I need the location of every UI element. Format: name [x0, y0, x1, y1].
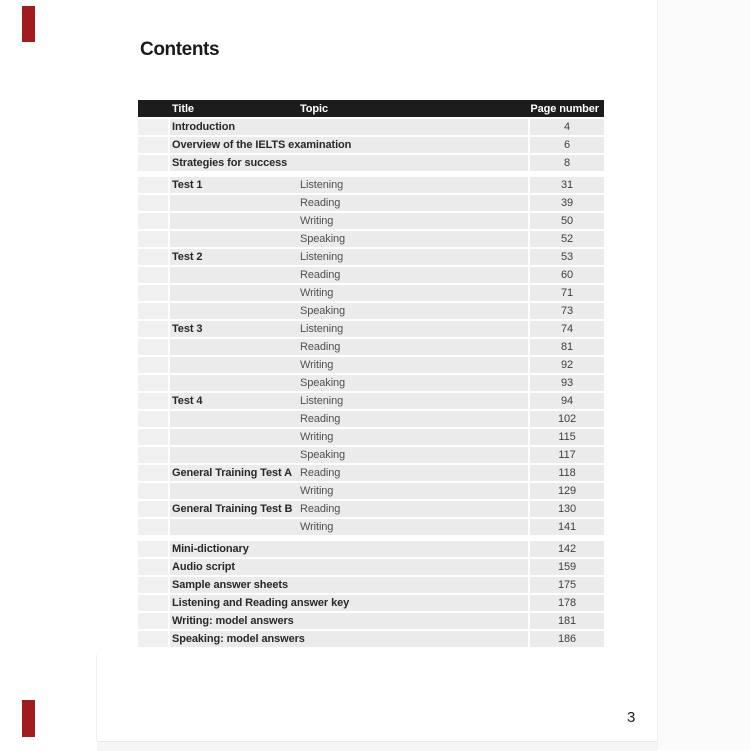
table-row [138, 155, 604, 171]
row-main-cell [170, 177, 528, 193]
row-topic: Reading [300, 503, 341, 515]
row-lead-cell [138, 577, 168, 593]
row-page-number: 81 [530, 339, 604, 355]
row-page-number: 94 [530, 393, 604, 409]
table-row [138, 195, 604, 211]
row-title: Listening and Reading answer key [172, 597, 350, 609]
row-lead-cell [138, 559, 168, 575]
row-page-number: 6 [530, 137, 604, 153]
row-topic: Listening [300, 251, 344, 263]
contents-table [138, 100, 604, 649]
row-main-cell [170, 249, 528, 265]
row-lead-cell [138, 375, 168, 391]
row-title: Introduction [172, 121, 235, 133]
row-main-cell [170, 137, 528, 153]
row-topic: Writing [300, 215, 334, 227]
table-header-row [138, 100, 604, 117]
row-lead-cell [138, 631, 168, 647]
row-title: General Training Test B [172, 503, 293, 515]
table-row [138, 393, 604, 409]
table-row [138, 577, 604, 593]
row-title: Test 2 [172, 251, 203, 263]
table-row [138, 465, 604, 481]
row-page-number: 53 [530, 249, 604, 265]
table-row [138, 339, 604, 355]
row-main-cell [170, 613, 528, 629]
row-page-number: 141 [530, 519, 604, 535]
row-title: Audio script [172, 561, 235, 573]
table-row [138, 447, 604, 463]
row-lead-cell [138, 595, 168, 611]
row-lead-cell [138, 137, 168, 153]
row-lead-cell [138, 155, 168, 171]
row-lead-cell [138, 357, 168, 373]
row-lead-cell [138, 213, 168, 229]
row-main-cell [170, 375, 528, 391]
row-topic: Speaking [300, 449, 346, 461]
row-page-number: 92 [530, 357, 604, 373]
table-row [138, 595, 604, 611]
row-lead-cell [138, 177, 168, 193]
row-lead-cell [138, 303, 168, 319]
row-topic: Listening [300, 323, 344, 335]
row-main-cell [170, 501, 528, 517]
table-row [138, 411, 604, 427]
row-main-cell [170, 519, 528, 535]
row-topic: Writing [300, 521, 334, 533]
table-row [138, 429, 604, 445]
row-page-number: 118 [530, 465, 604, 481]
table-row [138, 249, 604, 265]
row-title: Test 4 [172, 395, 203, 407]
row-title: Overview of the IELTS examination [172, 139, 352, 151]
row-lead-cell [138, 249, 168, 265]
row-lead-cell [138, 465, 168, 481]
table-row [138, 483, 604, 499]
row-page-number: 159 [530, 559, 604, 575]
row-topic: Reading [300, 413, 341, 425]
column-header-title: Title [172, 102, 194, 115]
row-main-cell [170, 465, 528, 481]
row-topic: Speaking [300, 305, 346, 317]
row-main-cell [170, 595, 528, 611]
table-row [138, 119, 604, 135]
row-page-number: 50 [530, 213, 604, 229]
row-page-number: 175 [530, 577, 604, 593]
row-title: Sample answer sheets [172, 579, 289, 591]
row-page-number: 39 [530, 195, 604, 211]
row-lead-cell [138, 613, 168, 629]
table-row [138, 177, 604, 193]
row-title: Writing: model answers [172, 615, 294, 627]
row-lead-cell [138, 447, 168, 463]
column-header-topic: Topic [300, 102, 329, 115]
section-front-matter [138, 119, 604, 171]
row-lead-cell [138, 501, 168, 517]
row-topic: Listening [300, 179, 344, 191]
row-main-cell [170, 393, 528, 409]
row-main-cell [170, 119, 528, 135]
table-row [138, 357, 604, 373]
table-row [138, 631, 604, 647]
row-page-number: 71 [530, 285, 604, 301]
table-body [138, 119, 604, 647]
row-title: Strategies for success [172, 157, 288, 169]
row-page-number: 74 [530, 321, 604, 337]
row-page-number: 60 [530, 267, 604, 283]
row-main-cell [170, 411, 528, 427]
row-main-cell [170, 631, 528, 647]
row-page-number: 181 [530, 613, 604, 629]
row-topic: Reading [300, 197, 341, 209]
row-main-cell [170, 559, 528, 575]
row-lead-cell [138, 429, 168, 445]
row-lead-cell [138, 519, 168, 535]
row-main-cell [170, 303, 528, 319]
row-lead-cell [138, 393, 168, 409]
table-row [138, 321, 604, 337]
row-main-cell [170, 213, 528, 229]
table-row [138, 285, 604, 301]
table-row [138, 267, 604, 283]
row-topic: Reading [300, 341, 341, 353]
row-page-number: 52 [530, 231, 604, 247]
row-title: Test 3 [172, 323, 203, 335]
row-topic: Writing [300, 359, 334, 371]
row-main-cell [170, 155, 528, 171]
table-row [138, 303, 604, 319]
row-main-cell [170, 267, 528, 283]
row-main-cell [170, 339, 528, 355]
row-page-number: 129 [530, 483, 604, 499]
row-main-cell [170, 321, 528, 337]
row-lead-cell [138, 483, 168, 499]
red-edge-tab-top [22, 6, 35, 42]
row-page-number: 130 [530, 501, 604, 517]
row-page-number: 73 [530, 303, 604, 319]
table-row [138, 501, 604, 517]
row-title: Speaking: model answers [172, 633, 305, 645]
page-left-edge [96, 655, 97, 741]
section-back-matter [138, 541, 604, 647]
row-page-number: 115 [530, 429, 604, 445]
row-topic: Reading [300, 467, 341, 479]
row-page-number: 117 [530, 447, 604, 463]
table-row [138, 519, 604, 535]
row-topic: Writing [300, 485, 334, 497]
row-main-cell [170, 541, 528, 557]
table-row [138, 375, 604, 391]
table-row [138, 213, 604, 229]
table-row [138, 231, 604, 247]
row-page-number: 93 [530, 375, 604, 391]
row-topic: Speaking [300, 377, 346, 389]
row-lead-cell [138, 195, 168, 211]
row-lead-cell [138, 285, 168, 301]
row-lead-cell [138, 119, 168, 135]
row-lead-cell [138, 411, 168, 427]
row-page-number: 142 [530, 541, 604, 557]
row-page-number: 31 [530, 177, 604, 193]
row-title: Mini-dictionary [172, 543, 249, 555]
row-title: General Training Test A [172, 467, 292, 479]
section-tests [138, 177, 604, 535]
table-row [138, 559, 604, 575]
table-row [138, 613, 604, 629]
column-header-page-number: Page number [530, 102, 599, 115]
row-page-number: 102 [530, 411, 604, 427]
row-main-cell [170, 577, 528, 593]
row-main-cell [170, 447, 528, 463]
row-main-cell [170, 429, 528, 445]
folio-page-number: 3 [627, 709, 636, 726]
table-row [138, 541, 604, 557]
page-right-edge [657, 0, 750, 750]
row-title: Test 1 [172, 179, 203, 191]
row-topic: Reading [300, 269, 341, 281]
row-lead-cell [138, 267, 168, 283]
row-main-cell [170, 231, 528, 247]
row-topic: Writing [300, 431, 334, 443]
row-main-cell [170, 285, 528, 301]
row-topic: Writing [300, 287, 334, 299]
row-page-number: 186 [530, 631, 604, 647]
row-topic: Listening [300, 395, 344, 407]
row-lead-cell [138, 339, 168, 355]
row-lead-cell [138, 231, 168, 247]
row-main-cell [170, 195, 528, 211]
row-lead-cell [138, 321, 168, 337]
row-lead-cell [138, 541, 168, 557]
row-page-number: 178 [530, 595, 604, 611]
red-edge-tab-bottom [22, 700, 35, 737]
row-main-cell [170, 357, 528, 373]
row-topic: Speaking [300, 233, 346, 245]
row-page-number: 8 [530, 155, 604, 171]
table-row [138, 137, 604, 153]
row-main-cell [170, 483, 528, 499]
row-page-number: 4 [530, 119, 604, 135]
page-title: Contents [140, 39, 220, 60]
